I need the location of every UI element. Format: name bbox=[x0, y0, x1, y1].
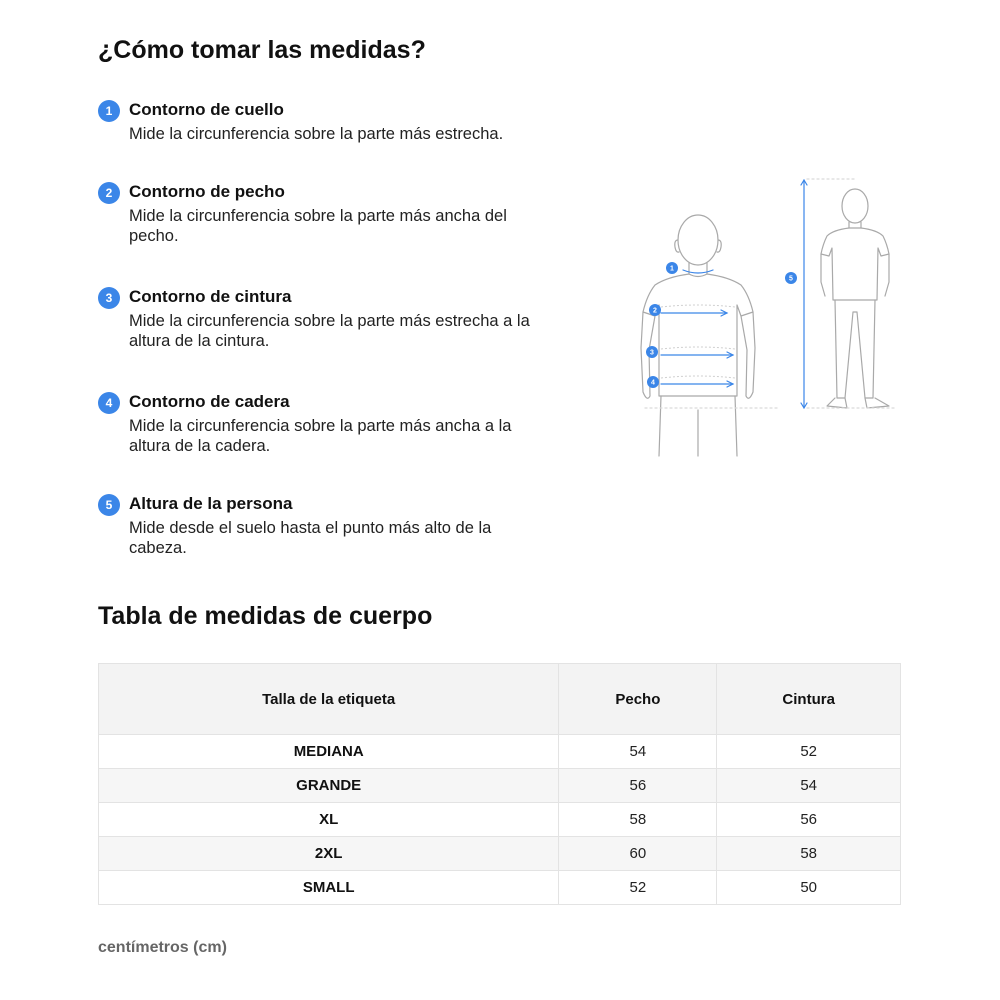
step-description: Mide desde el suelo hasta el punto más alto de la cabeza. bbox=[129, 519, 492, 557]
tshirt-outline bbox=[643, 274, 753, 396]
side-arms-outline bbox=[821, 254, 889, 296]
step-title: Altura de la persona bbox=[129, 494, 293, 513]
column-header-waist: Cintura bbox=[717, 664, 901, 735]
step-title: Contorno de cadera bbox=[129, 392, 290, 411]
size-table-title: Tabla de medidas de cuerpo bbox=[98, 602, 433, 630]
table-header-row bbox=[99, 664, 901, 735]
chest-cell: 60 bbox=[559, 837, 717, 871]
marker-3-label: 3 bbox=[650, 349, 654, 357]
neck-measure-line bbox=[683, 270, 713, 273]
measure-back-lines bbox=[661, 305, 735, 378]
waist-cell: 58 bbox=[717, 837, 901, 871]
head-outline bbox=[678, 215, 718, 265]
side-tshirt-outline bbox=[821, 228, 889, 300]
side-feet-outline bbox=[827, 398, 889, 408]
column-header-chest: Pecho bbox=[559, 664, 717, 735]
step-description: Mide la circunferencia sobre la parte más estrecha a la altura de la cintura. bbox=[129, 312, 530, 350]
table-row bbox=[99, 803, 901, 837]
waist-cell: 52 bbox=[717, 735, 901, 769]
step-description: Mide la circunferencia sobre la parte más ancha del pecho. bbox=[129, 207, 507, 245]
chest-cell: 52 bbox=[559, 871, 717, 905]
chest-cell: 54 bbox=[559, 735, 717, 769]
step-number-badge: 1 bbox=[98, 100, 120, 122]
waist-cell: 56 bbox=[717, 803, 901, 837]
size-table bbox=[98, 663, 901, 905]
waist-cell: 54 bbox=[717, 769, 901, 803]
marker-1-label: 1 bbox=[670, 265, 674, 273]
marker-5-label: 5 bbox=[789, 275, 793, 283]
table-row bbox=[99, 871, 901, 905]
chest-cell: 56 bbox=[559, 769, 717, 803]
step-title: Contorno de cintura bbox=[129, 287, 292, 306]
step-description: Mide la circunferencia sobre la parte más ancha a la altura de la cadera. bbox=[129, 417, 512, 455]
table-row bbox=[99, 837, 901, 871]
waist-cell: 50 bbox=[717, 871, 901, 905]
size-cell: SMALL bbox=[99, 871, 559, 905]
body-measurement-illustration bbox=[635, 170, 905, 460]
step-number-badge: 3 bbox=[98, 287, 120, 309]
chest-cell: 58 bbox=[559, 803, 717, 837]
size-cell: XL bbox=[99, 803, 559, 837]
size-cell: MEDIANA bbox=[99, 735, 559, 769]
step-title: Contorno de pecho bbox=[129, 182, 285, 201]
side-head-outline bbox=[842, 189, 868, 223]
table-row bbox=[99, 769, 901, 803]
size-cell: 2XL bbox=[99, 837, 559, 871]
step-number-badge: 5 bbox=[98, 494, 120, 516]
column-header-size: Talla de la etiqueta bbox=[99, 664, 559, 735]
size-cell: GRANDE bbox=[99, 769, 559, 803]
table-row bbox=[99, 735, 901, 769]
page-title: ¿Cómo tomar las medidas? bbox=[98, 36, 426, 64]
ears-outline bbox=[675, 240, 721, 252]
side-legs-outline bbox=[835, 300, 875, 398]
step-title: Contorno de cuello bbox=[129, 100, 284, 119]
unit-note: centímetros (cm) bbox=[98, 939, 227, 956]
marker-2-label: 2 bbox=[653, 307, 657, 315]
step-number-badge: 4 bbox=[98, 392, 120, 414]
step-number-badge: 2 bbox=[98, 182, 120, 204]
marker-4-label: 4 bbox=[651, 379, 655, 387]
step-description: Mide la circunferencia sobre la parte más estrecha. bbox=[129, 125, 504, 143]
shorts-outline bbox=[659, 396, 737, 456]
